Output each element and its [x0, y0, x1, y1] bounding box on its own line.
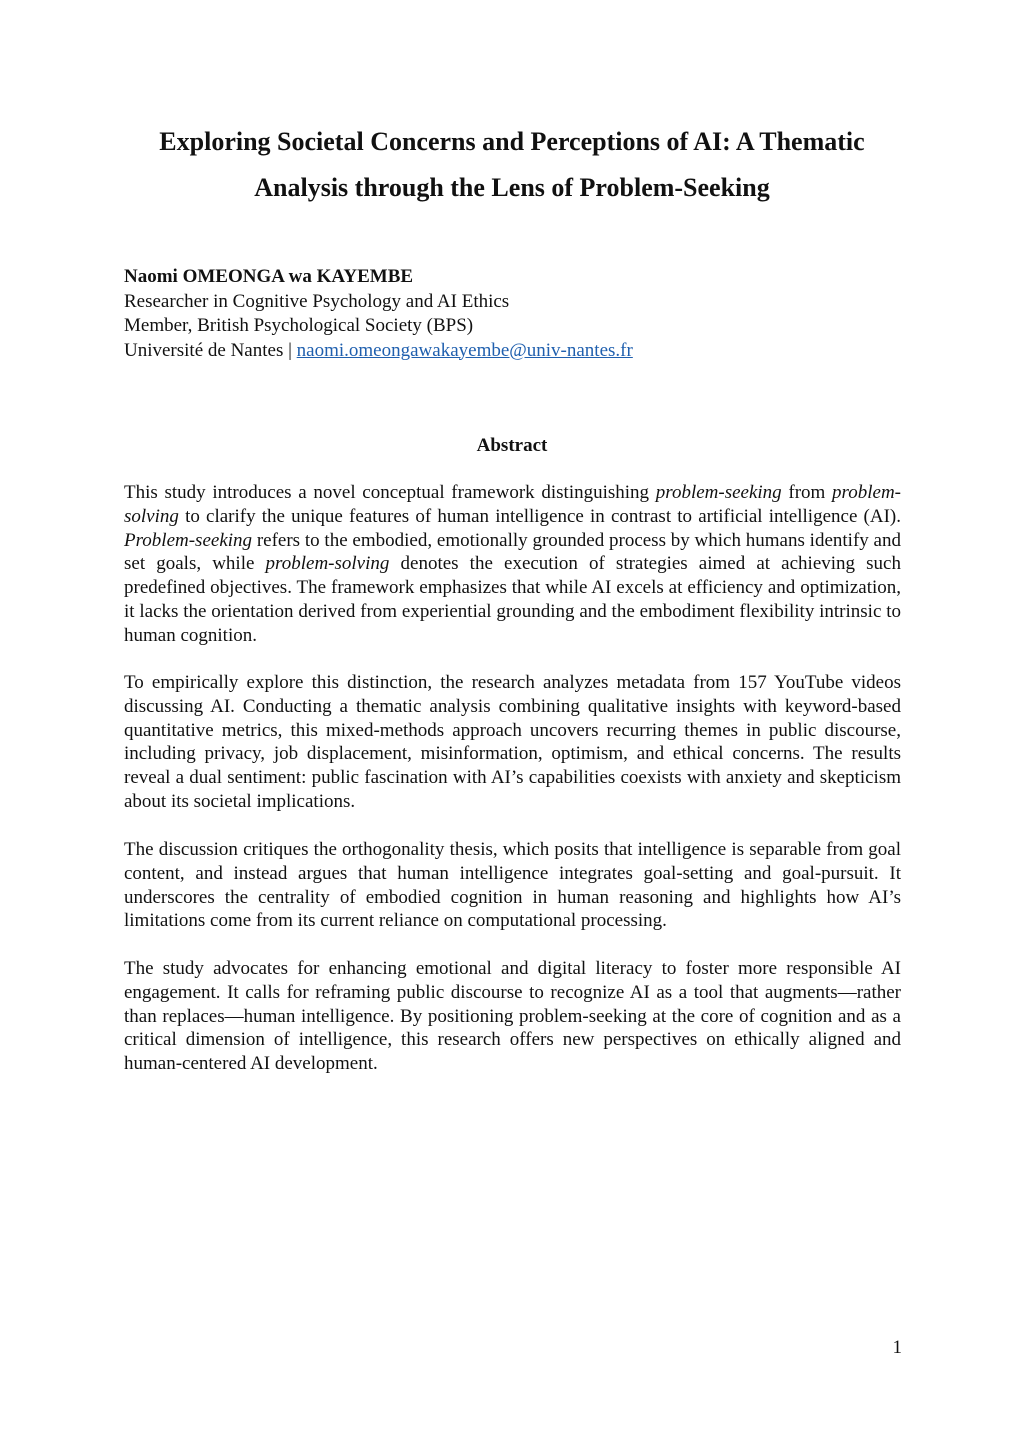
page-number: 1 [892, 1337, 902, 1358]
abstract-paragraph-3: The discussion critiques the orthogonality thesis, which posits that intelligence is separable from goal content, and instead argues that human intelligence integrates goal-setting and goal-pursuit. It underscores the centrality of embodied cognition in human reasoning and highlights how AI’s limitations come from its current reliance on computational processing. [124, 839, 901, 932]
author-institution-line [124, 339, 904, 364]
title-line-2: Analysis through the Lens of Problem-Seeking [254, 173, 770, 202]
author-affiliation-2: Member, British Psychological Society (BPS) [124, 315, 474, 336]
author-affiliation-1: Researcher in Cognitive Psychology and AI Ethics [124, 290, 510, 312]
paper-title [0, 119, 1024, 211]
author-name: Naomi OMEONGA wa KAYEMBE [124, 266, 414, 287]
abstract-paragraph-2: To empirically explore this distinction, the research analyzes metadata from 157 YouTube videos discussing AI. Conducting a thematic analysis combining qualitative insights with keyword-based quantitative metrics, this mixed-methods approach uncovers recurring themes in public discourse, including privacy, job displacement, misinformation, optimism, and ethical concerns. The results reveal a dual sentiment: public fascination with AI’s capabilities coexists with anxiety and skepticism about its societal implications. [124, 672, 901, 812]
abstract-paragraph-1 [124, 481, 901, 648]
text-run: to clarify the unique features of human intelligence in contrast to artificial intelligence (AI). [178, 505, 901, 527]
emphasis-problem-seeking: Problem-seeking [124, 529, 253, 551]
emphasis-problem-seeking: problem-seeking [655, 482, 782, 503]
text-run: refers to the embodied, emotionally grounded process by which humans identify and set goals, while [124, 529, 901, 575]
text-run: This study introduces a novel conceptual framework distinguishing [124, 482, 656, 503]
emphasis-problem-solving: problem-solving [124, 482, 901, 527]
abstract-heading: Abstract [476, 435, 548, 456]
author-block [124, 265, 904, 363]
abstract-paragraph-4: The study advocates for enhancing emotional and digital literacy to foster more responsible AI engagement. It calls for reframing public discourse to recognize AI as a tool that augments—rather than replaces—human intelligence. By positioning problem-seeking at the core of cognition and as a critical dimension of intelligence, this research offers new perspectives on ethically aligned and human-centered AI development. [124, 958, 901, 1075]
separator: | [283, 339, 297, 361]
author-email-link[interactable]: naomi.omeongawakayembe@univ-nantes.fr [296, 339, 633, 361]
emphasis-problem-solving: problem-solving [265, 553, 390, 575]
title-line-1: Exploring Societal Concerns and Perceptions of AI: A Thematic [159, 127, 865, 156]
text-run: from [781, 482, 833, 503]
text-run: denotes the execution of strategies aimed at achieving such predefined objectives. The framework emphasizes that while AI excels at efficiency and optimization, it lacks the orientation derived from experiential grounding and the embodiment flexibility intrinsic to human cognition. [124, 553, 901, 646]
author-institution: Université de Nantes [124, 339, 284, 361]
